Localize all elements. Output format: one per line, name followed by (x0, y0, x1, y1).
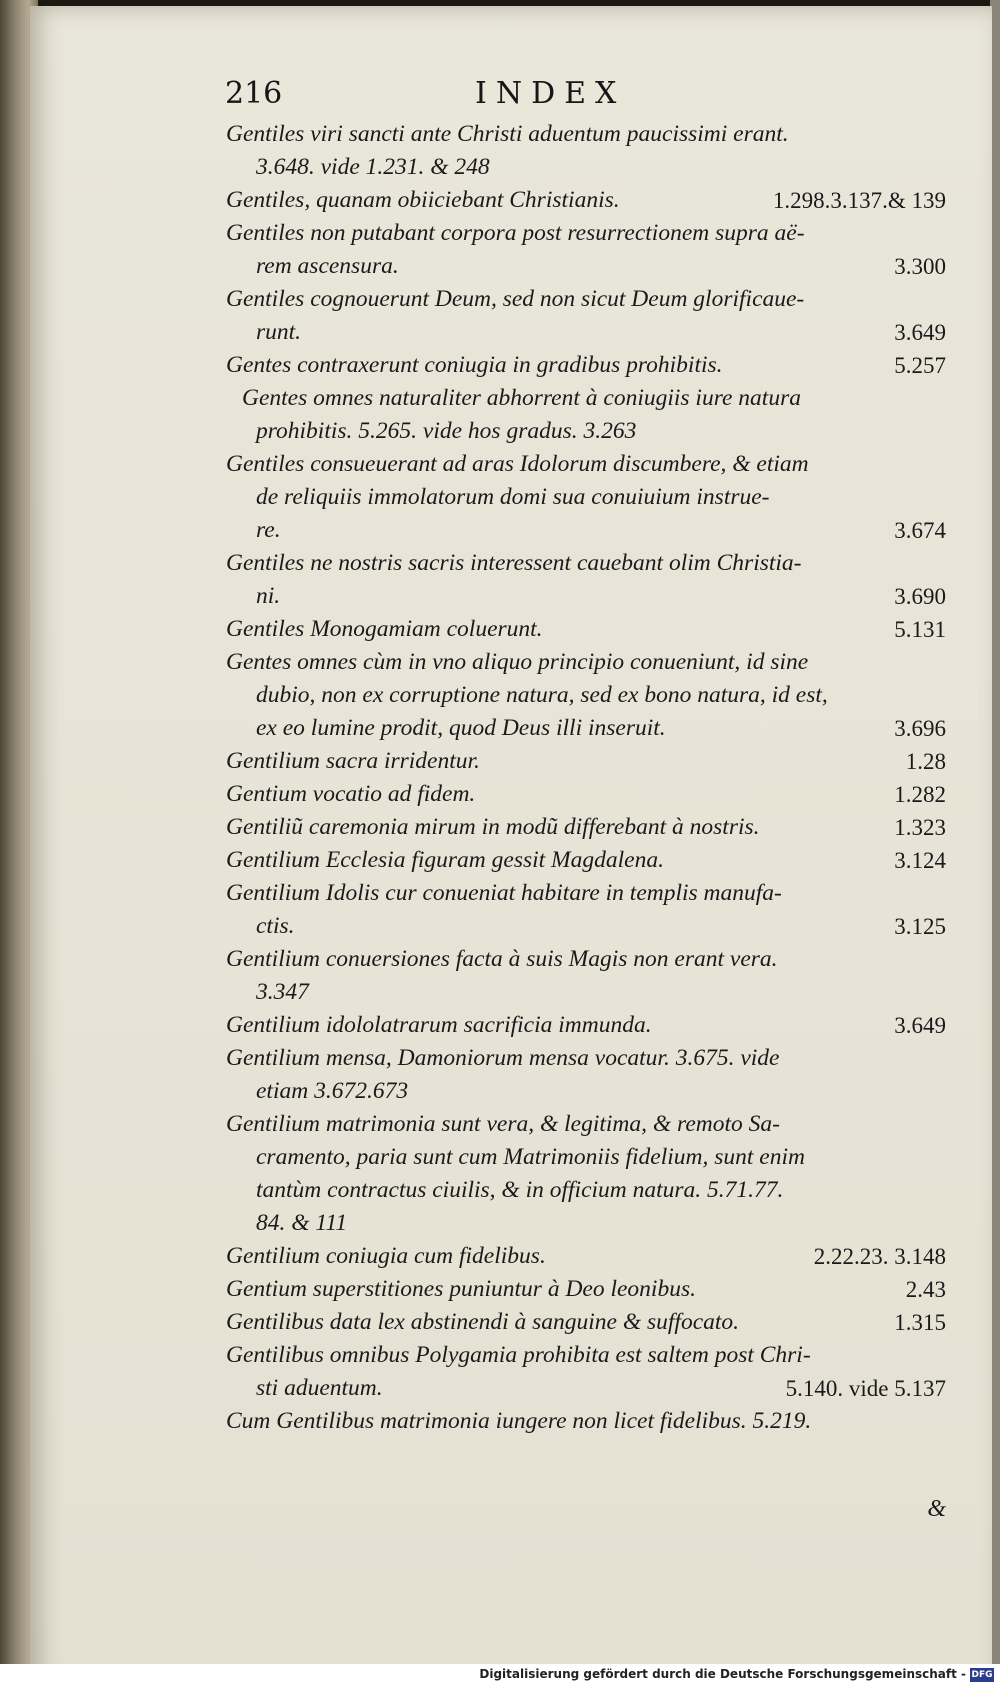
entry-text: Gentium superstitiones puniuntur à Deo leonibus. (226, 1276, 696, 1302)
entry-text: runt. (256, 319, 302, 345)
entry-headword-line (30, 811, 992, 844)
entry-headword-line (30, 1009, 992, 1042)
entry-headword-line (30, 1405, 992, 1438)
entry-headword-line (30, 283, 992, 316)
entry-text: Gentilium sacra irridentur. (226, 748, 480, 774)
entry-text: ctis. (256, 913, 295, 939)
entry-reference: 1.315 (894, 1310, 946, 1335)
entry-text: 84. & 111 (256, 1210, 348, 1236)
entry-text: Gentilibus data lex abstinendi à sanguine & suffocato. (226, 1309, 740, 1335)
entry-text: Gentium vocatio ad fidem. (226, 781, 476, 807)
entry-text: 3.648. vide 1.231. & 248 (256, 154, 490, 180)
entry-reference: 3.674 (894, 518, 946, 543)
entry-reference: 3.690 (894, 584, 946, 609)
entry-headword-line (30, 877, 992, 910)
index-entry (30, 448, 992, 547)
entry-headword-line (30, 844, 992, 877)
entry-text: Gentilium conuersiones facta à suis Magis non erant vera. (226, 946, 778, 972)
index-entry (30, 283, 992, 349)
index-entry (30, 1009, 992, 1042)
index-entry (30, 184, 992, 217)
dfg-logo: DFG (971, 1670, 993, 1680)
entry-text: Gentilibus omnibus Polygamia prohibita est saltem post Chri- (226, 1342, 811, 1368)
entry-continuation-line (30, 514, 992, 547)
entry-reference: 5.140. vide 5.137 (785, 1376, 946, 1401)
running-title: INDEX (475, 76, 626, 111)
entry-text: Gentiles Monogamiam coluerunt. (226, 616, 543, 642)
index-entry (30, 778, 992, 811)
entry-text: Gentiles viri sancti ante Christi aduentum paucissimi erant. (226, 121, 789, 147)
entry-reference: 3.125 (894, 914, 946, 939)
entry-continuation-line (30, 679, 992, 712)
index-entry (30, 1240, 992, 1273)
index-entry (30, 943, 992, 1009)
entry-text: re. (256, 517, 281, 543)
index-entry (30, 1306, 992, 1339)
index-entries (30, 118, 992, 1438)
entry-reference: 3.649 (894, 320, 946, 345)
entry-text: Gentes omnes naturaliter abhorrent à coniugiis iure natura (242, 385, 801, 411)
entry-text: Gentiles cognouerunt Deum, sed non sicut Deum glorificaue- (226, 286, 805, 312)
entry-continuation-line (30, 415, 992, 448)
index-entry (30, 382, 992, 448)
entry-continuation-line (30, 1141, 992, 1174)
entry-reference: 3.124 (894, 848, 946, 873)
entry-continuation-line (30, 1372, 992, 1405)
entry-continuation-line (30, 316, 992, 349)
index-entry (30, 547, 992, 613)
footer-credit: Digitalisierung gefördert durch die Deutsche Forschungsgemeinschaft - (479, 1667, 966, 1681)
entry-text: Gentilium Idolis cur conueniat habitare in templis manufa- (226, 880, 782, 906)
index-entry (30, 745, 992, 778)
entry-headword-line (30, 613, 992, 646)
entry-text: tantùm contractus ciuilis, & in officium natura. 5.71.77. (256, 1177, 784, 1203)
entry-continuation-line (30, 1174, 992, 1207)
entry-text: sti aduentum. (256, 1375, 383, 1401)
index-entry (30, 877, 992, 943)
entry-text: cramento, paria sunt cum Matrimoniis fidelium, sunt enim (256, 1144, 805, 1170)
entry-headword-line (30, 646, 992, 679)
index-entry (30, 217, 992, 283)
entry-reference: 1.282 (894, 782, 946, 807)
catchword: & (927, 1496, 946, 1522)
entry-headword-line (30, 1240, 992, 1273)
entry-reference: 1.298.3.137.& 139 (772, 188, 946, 213)
entry-headword-line (30, 1339, 992, 1372)
entry-text: prohibitis. 5.265. vide hos gradus. 3.263 (256, 418, 637, 444)
index-entry (30, 1042, 992, 1108)
index-entry (30, 646, 992, 745)
entry-headword-line (30, 943, 992, 976)
entry-text: 3.347 (256, 979, 309, 1005)
footer-strip (0, 1686, 1000, 1694)
entry-reference: 3.649 (894, 1013, 946, 1038)
entry-headword-line (30, 547, 992, 580)
entry-reference: 1.323 (894, 815, 946, 840)
entry-text: Gentilium mensa, Damoniorum mensa vocatur. 3.675. vide (226, 1045, 780, 1071)
index-entry (30, 811, 992, 844)
entry-continuation-line (30, 1075, 992, 1108)
entry-text: Gentiliũ caremonia mirum in modũ differebant à nostris. (226, 814, 760, 840)
running-head (30, 76, 992, 120)
entry-continuation-line (30, 481, 992, 514)
index-entry (30, 613, 992, 646)
entry-reference: 3.696 (894, 716, 946, 741)
entry-headword-line (30, 349, 992, 382)
entry-text: Gentiles ne nostris sacris interessent cauebant olim Christia- (226, 550, 802, 576)
index-entry (30, 349, 992, 382)
index-entry (30, 1339, 992, 1405)
entry-reference: 3.300 (894, 254, 946, 279)
entry-continuation-line (30, 712, 992, 745)
entry-text: rem ascensura. (256, 253, 399, 279)
entry-headword-line (30, 382, 992, 415)
digitization-footer (0, 1664, 1000, 1686)
entry-text: Gentilium Ecclesia figuram gessit Magdalena. (226, 847, 664, 873)
entry-headword-line (30, 448, 992, 481)
entry-text: Cum Gentilibus matrimonia iungere non licet fidelibus. 5.219. (226, 1408, 812, 1434)
entry-headword-line (30, 118, 992, 151)
entry-text: ex eo lumine prodit, quod Deus illi inseruit. (256, 715, 666, 741)
entry-text: Gentilium matrimonia sunt vera, & legitima, & remoto Sa- (226, 1111, 780, 1137)
book-page (30, 6, 992, 1686)
entry-headword-line (30, 745, 992, 778)
entry-headword-line (30, 1306, 992, 1339)
entry-reference: 2.43 (905, 1277, 946, 1302)
entry-text: etiam 3.672.673 (256, 1078, 409, 1104)
index-entry (30, 1405, 992, 1438)
entry-text: de reliquiis immolatorum domi sua conuiuium instrue- (256, 484, 770, 510)
index-entry (30, 1108, 992, 1240)
entry-reference: 5.131 (894, 617, 946, 642)
entry-headword-line (30, 1042, 992, 1075)
entry-continuation-line (30, 976, 992, 1009)
entry-continuation-line (30, 151, 992, 184)
index-entry (30, 118, 992, 184)
entry-text: dubio, non ex corruptione natura, sed ex bono natura, id est, (256, 682, 828, 708)
entry-text: Gentes omnes cùm in vno aliquo principio conueniunt, id sine (226, 649, 809, 675)
index-entry (30, 1273, 992, 1306)
entry-text: ni. (256, 583, 281, 609)
entry-text: Gentes contraxerunt coniugia in gradibus prohibitis. (226, 352, 723, 378)
entry-continuation-line (30, 580, 992, 613)
entry-continuation-line (30, 910, 992, 943)
entry-reference: 2.22.23. 3.148 (813, 1244, 946, 1269)
entry-text: Gentilium coniugia cum fidelibus. (226, 1243, 546, 1269)
entry-headword-line (30, 1108, 992, 1141)
entry-headword-line (30, 217, 992, 250)
entry-continuation-line (30, 1207, 992, 1240)
entry-headword-line (30, 184, 992, 217)
entry-reference: 1.28 (905, 749, 946, 774)
entry-text: Gentiles, quanam obiiciebant Christianis. (226, 187, 620, 213)
entry-reference: 5.257 (894, 353, 946, 378)
entry-text: Gentiles non putabant corpora post resurrectionem supra aë- (226, 220, 805, 246)
page-number: 216 (225, 76, 283, 111)
entry-continuation-line (30, 250, 992, 283)
entry-text: Gentilium idololatrarum sacrificia immunda. (226, 1012, 652, 1038)
entry-headword-line (30, 1273, 992, 1306)
index-entry (30, 844, 992, 877)
entry-headword-line (30, 778, 992, 811)
entry-text: Gentiles consueuerant ad aras Idolorum discumbere, & etiam (226, 451, 809, 477)
